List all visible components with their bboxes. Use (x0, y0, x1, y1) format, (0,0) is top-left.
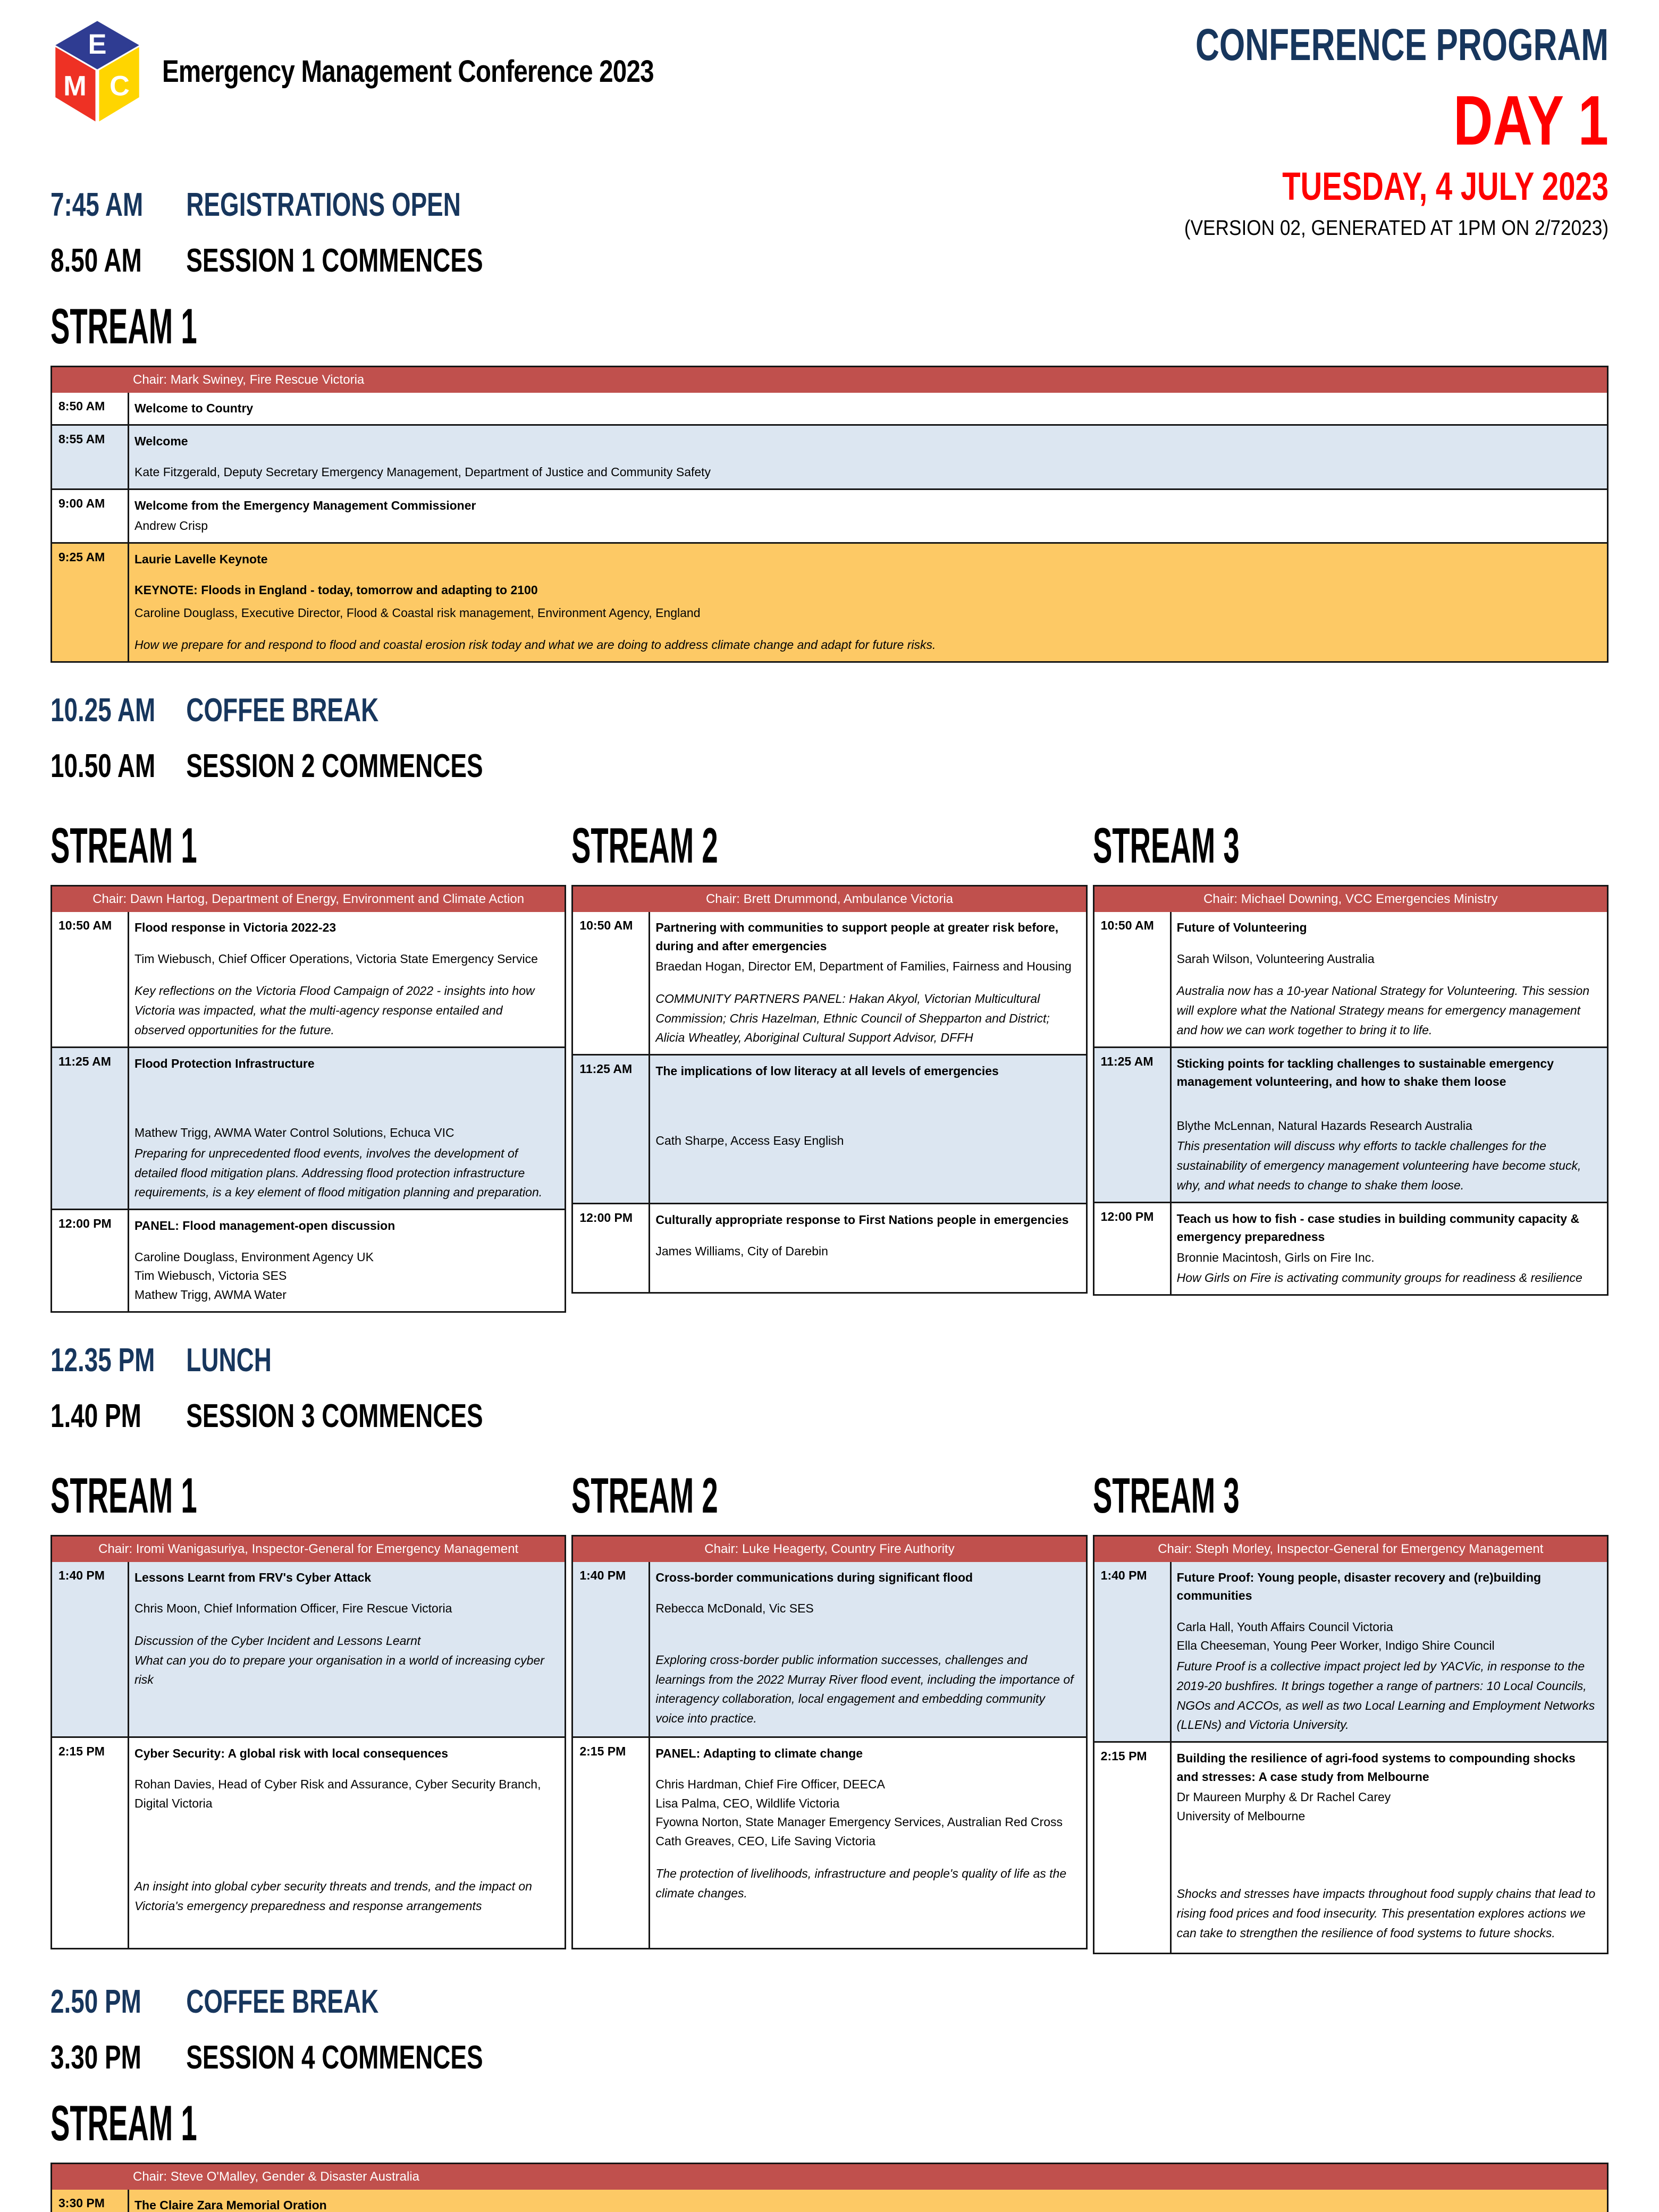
row-time: 2:15 PM (58, 1744, 105, 1758)
session1-table (50, 366, 1609, 663)
row-time: 1:40 PM (579, 1568, 626, 1582)
session-title: PANEL: Flood management-open discussion (134, 1219, 395, 1233)
timeline-label: REGISTRATIONS OPEN (186, 187, 461, 223)
row-content (128, 1562, 565, 1736)
session-speaker: Tim Wiebusch, Victoria SES (134, 1269, 287, 1283)
session-speaker: Sarah Wilson, Volunteering Australia (1176, 951, 1375, 966)
session3-tables (50, 1535, 1609, 1954)
row-time: 2:15 PM (1100, 1749, 1147, 1763)
session-row (573, 1203, 1085, 1292)
timeline-label: LUNCH (186, 1341, 272, 1379)
chair-row: Chair: Michael Downing, VCC Emergencies Ministry (1094, 887, 1607, 912)
row-content (128, 1210, 565, 1311)
row-time: 12:00 PM (58, 1217, 112, 1231)
session-speaker: Blythe McLennan, Natural Hazards Research Australia (1176, 1118, 1472, 1133)
session-title: Welcome to Country (134, 401, 254, 415)
timeline-session1 (50, 242, 1203, 280)
row-time: 3:30 PM (58, 2196, 105, 2210)
row-content (128, 393, 1607, 424)
timeline-label: SESSION 4 COMMENCES (186, 2039, 483, 2076)
session3-stream2-table (571, 1535, 1087, 1949)
session2-stream2-table (571, 885, 1087, 1294)
timeline-time: 7:45 AM (50, 187, 144, 223)
session-title: Flood Protection Infrastructure (134, 1056, 315, 1070)
session-abstract: An insight into global cyber security threats and trends, and the impact on Victoria's emergency preparedness and response arrangements (134, 1879, 532, 1913)
timeline-label: SESSION 2 COMMENCES (186, 748, 483, 785)
row-time: 9:00 AM (58, 496, 105, 510)
session3-stream1-table (50, 1535, 566, 1949)
stream-heading-session4: STREAM 1 (50, 2095, 197, 2151)
session-speaker: Braedan Hogan, Director EM, Department of Families, Fairness and Housing (655, 959, 1072, 974)
session-row (1094, 912, 1607, 1046)
row-time: 1:40 PM (1100, 1568, 1147, 1582)
row-content (1170, 912, 1607, 1046)
session-subtitle: KEYNOTE: Floods in England - today, tomorrow and adapting to 2100 (134, 583, 538, 597)
row-time: 10:50 AM (1100, 918, 1154, 933)
timeline-time: 3.30 PM (50, 2039, 141, 2076)
session-title: The implications of low literacy at all levels of emergencies (655, 1064, 999, 1078)
row-content (128, 2190, 1607, 2212)
session-abstract: The protection of livelihoods, infrastructure and people's quality of life as the climate changes. (655, 1866, 1067, 1900)
session2-stream1-table (50, 885, 566, 1312)
session-title: Partnering with communities to support people at greater risk before, during and after emergencies (655, 921, 1059, 953)
stream-heading-1: STREAM 1 (50, 817, 197, 874)
session-speaker: University of Melbourne (1176, 1809, 1306, 1823)
session-abstract: How we prepare for and respond to flood and coastal erosion risk today and what we are doing to address climate change and adapt for future risks. (134, 638, 936, 652)
session-speaker: Rebecca McDonald, Vic SES (655, 1601, 814, 1616)
session-title: Building the resilience of agri-food systems to compounding shocks and stresses: A case study from Melbourne (1176, 1751, 1576, 1784)
row-time: 2:15 PM (579, 1744, 626, 1758)
session-abstract: Shocks and stresses have impacts throughout food supply chains that lead to rising food prices and food insecurity. This presentation explores actions we can take to strengthen the resilience of food systems to future shocks. (1176, 1887, 1596, 1940)
row-time: 10:50 AM (579, 918, 633, 933)
svg-text:E: E (88, 28, 107, 60)
session-abstract: Preparing for unprecedented flood events, involves the development of detailed flood mitigation plans. Addressing flood protection infrastructure requirements, is a key element of flood mitigation planning and preparation. (134, 1146, 543, 1200)
chair-row: Chair: Brett Drummond, Ambulance Victoria (573, 887, 1085, 912)
svg-text:M: M (63, 70, 87, 102)
timeline-time: 10.50 AM (50, 748, 156, 785)
session-row (52, 1209, 565, 1311)
chair-row: Chair: Steve O'Malley, Gender & Disaster Australia (52, 2164, 1607, 2190)
session-title: Cross-border communications during significant flood (655, 1570, 973, 1584)
row-time: 1:40 PM (58, 1568, 105, 1582)
timeline-session3 (50, 1397, 1203, 1435)
version-note: (VERSION 02, GENERATED AT 1PM ON 2/72023) (1184, 216, 1609, 240)
timeline-registrations (50, 186, 1203, 224)
timeline-label: SESSION 3 COMMENCES (186, 1397, 483, 1434)
row-content (128, 490, 1607, 542)
session-abstract: Discussion of the Cyber Incident and Lessons Learnt (134, 1633, 421, 1648)
row-time: 11:25 AM (1100, 1054, 1153, 1068)
row-time: 10:50 AM (58, 918, 112, 933)
session-title: Teach us how to fish - case studies in building community capacity & emergency preparedness (1176, 1211, 1580, 1244)
row-time: 8:50 AM (58, 399, 105, 413)
session-row (1094, 1202, 1607, 1294)
row-content (649, 1204, 1085, 1292)
session-abstract: Key reflections on the Victoria Flood Campaign of 2022 - insights into how Victoria was impacted, what the multi-agency response entailed and observed opportunities for the future. (134, 984, 535, 1037)
session-title: Future of Volunteering (1176, 921, 1307, 935)
session-speaker: Chris Moon, Chief Information Officer, Fire Rescue Victoria (134, 1601, 452, 1616)
timeline-time: 8.50 AM (50, 242, 142, 279)
row-content (649, 1056, 1085, 1203)
date-title: TUESDAY, 4 JULY 2023 (1282, 164, 1609, 208)
row-content (128, 426, 1607, 488)
session-speaker: Cath Greaves, CEO, Life Saving Victoria (655, 1834, 876, 1848)
session-title: Welcome (134, 434, 188, 448)
session-speaker: Dr Maureen Murphy & Dr Rachel Carey (1176, 1790, 1391, 1804)
day-title: DAY 1 (1453, 81, 1609, 159)
timeline-label: COFFEE BREAK (186, 1983, 379, 2021)
row-content (649, 1738, 1085, 1948)
session3-stream3-table (1093, 1535, 1609, 1954)
emc-cube-logo (50, 19, 144, 123)
session-speaker: Lisa Palma, CEO, Wildlife Victoria (655, 1796, 840, 1810)
session4-table (50, 2163, 1609, 2212)
session-title: PANEL: Adapting to climate change (655, 1746, 863, 1760)
session-row (1094, 1741, 1607, 1953)
session-row (1094, 1046, 1607, 1202)
row-content (1170, 1562, 1607, 1741)
row-content (128, 544, 1607, 661)
row-content (128, 1048, 565, 1209)
session-speaker: Kate Fitzgerald, Deputy Secretary Emergency Management, Department of Justice and Community Safety (134, 465, 711, 479)
timeline-time: 12.35 PM (50, 1341, 155, 1379)
session-speaker: Mathew Trigg, AWMA Water (134, 1288, 287, 1302)
session2-stream3-table (1093, 885, 1609, 1296)
timeline-coffee-break-2 (50, 1983, 1203, 2021)
timeline-time: 2.50 PM (50, 1983, 141, 2021)
session-abstract: Australia now has a 10-year National Strategy for Volunteering. This session will explore what the National Strategy means for emergency management and how we can work together to bring it to life. (1176, 984, 1590, 1037)
session-row (573, 1562, 1085, 1736)
session3-stream-headings (50, 1453, 1609, 1535)
row-content (128, 1738, 565, 1948)
stream-heading-2: STREAM 2 (571, 817, 718, 874)
row-time: 8:55 AM (58, 432, 105, 446)
session-speaker: Carla Hall, Youth Affairs Council Victoria (1176, 1619, 1393, 1634)
timeline-coffee-break-1 (50, 691, 1203, 729)
session-speaker: Caroline Douglass, Environment Agency UK (134, 1249, 374, 1264)
session2-stream-headings (50, 803, 1609, 885)
stream-heading-3: STREAM 3 (1092, 1467, 1240, 1523)
session-speaker: Tim Wiebusch, Chief Officer Operations, Victoria State Emergency Service (134, 951, 538, 966)
session-row (52, 1046, 565, 1209)
session-row (573, 1054, 1085, 1203)
session-abstract: What can you do to prepare your organisation in a world of increasing cyber risk (134, 1653, 544, 1687)
session-title: Future Proof: Young people, disaster recovery and (re)building communities (1176, 1570, 1542, 1603)
session-speaker: Rohan Davies, Head of Cyber Risk and Assurance, Cyber Security Branch, Digital Victoria (134, 1777, 541, 1810)
timeline-lunch (50, 1341, 1203, 1379)
session-row (52, 1562, 565, 1736)
chair-row: Chair: Dawn Hartog, Department of Energy, Environment and Climate Action (52, 887, 565, 912)
row-time: 11:25 AM (58, 1054, 111, 1068)
timeline-session2 (50, 747, 1203, 785)
session-speaker: Ella Cheeseman, Young Peer Worker, Indigo Shire Council (1176, 1639, 1495, 1653)
session-speaker: Fyowna Norton, State Manager Emergency Services, Australian Red Cross (655, 1815, 1063, 1829)
session-speaker: Chris Hardman, Chief Fire Officer, DEECA (655, 1777, 885, 1792)
session-title: Welcome from the Emergency Management Commissioner (134, 498, 476, 512)
session-title: Lessons Learnt from FRV's Cyber Attack (134, 1570, 372, 1584)
session-row (573, 912, 1085, 1054)
session-row (52, 2190, 1607, 2212)
row-time: 11:25 AM (579, 1062, 633, 1076)
chair-row: Chair: Iromi Wanigasuriya, Inspector-General for Emergency Management (52, 1536, 565, 1562)
program-title: CONFERENCE PROGRAM (1195, 20, 1609, 70)
session-title: Cyber Security: A global risk with local consequences (134, 1746, 449, 1760)
stream-heading-session1: STREAM 1 (50, 298, 197, 354)
timeline-session4 (50, 2039, 1203, 2076)
row-time: 12:00 PM (579, 1211, 633, 1225)
chair-row: Chair: Luke Heagerty, Country Fire Authority (573, 1536, 1085, 1562)
session-speaker: Mathew Trigg, AWMA Water Control Solutions, Echuca VIC (134, 1126, 454, 1140)
session-title: Laurie Lavelle Keynote (134, 552, 268, 566)
session-row (52, 424, 1607, 488)
timeline-label: SESSION 1 COMMENCES (186, 242, 483, 279)
stream-heading-1: STREAM 1 (50, 1467, 197, 1523)
stream-heading-2: STREAM 2 (571, 1467, 718, 1523)
session-row (52, 1736, 565, 1948)
session-abstract: COMMUNITY PARTNERS PANEL: Hakan Akyol, Victorian Multicultural Commission; Chris Hazelman, Ethnic Council of Shepparton and District; Alicia Wheatley, Aboriginal Cultural Support Advisor, DFFH (655, 991, 1050, 1045)
stream-heading-3: STREAM 3 (1092, 817, 1240, 874)
session-abstract: Future Proof is a collective impact project led by YACVic, in response to the 2019-20 bushfires. It brings together a range of partners: 10 Local Councils, NGOs and ACCOs, as well as two Local Learning and Employment Networks (LLENs) and Victoria University. (1176, 1659, 1595, 1732)
timeline-time: 10.25 AM (50, 692, 156, 729)
svg-text:C: C (110, 70, 130, 102)
chair-row: Chair: Steph Morley, Inspector-General for Emergency Management (1094, 1536, 1607, 1562)
row-content (649, 912, 1085, 1054)
chair-row: Chair: Mark Swiney, Fire Rescue Victoria (52, 367, 1607, 393)
session-speaker: Cath Sharpe, Access Easy English (655, 1133, 844, 1147)
session-abstract: This presentation will discuss why efforts to tackle challenges for the sustainability of emergency management volunteering have become stuck, why, and what needs to change to shake them loose. (1176, 1139, 1581, 1192)
row-time: 9:25 AM (58, 550, 105, 564)
row-content (1170, 1048, 1607, 1202)
session-row (573, 1736, 1085, 1948)
timeline-label: COFFEE BREAK (186, 692, 379, 729)
session-row (52, 912, 565, 1046)
row-content (1170, 1743, 1607, 1953)
session-title: The Claire Zara Memorial Oration (134, 2198, 327, 2212)
row-content (128, 912, 565, 1046)
session2-tables (50, 885, 1609, 1312)
session-title: Flood response in Victoria 2022-23 (134, 921, 336, 935)
session-speaker: Caroline Douglass, Executive Director, Flood & Coastal risk management, Environment Agency, England (134, 605, 701, 620)
row-time: 12:00 PM (1100, 1209, 1154, 1223)
session-abstract: Exploring cross-border public information successes, challenges and learnings from the 2022 Murray River flood event, including the importance of interagency collaboration, local engagement and embedding community voice into practice. (655, 1652, 1074, 1726)
session-speaker: James Williams, City of Darebin (655, 1244, 828, 1258)
row-content (1170, 1203, 1607, 1294)
session-row (52, 542, 1607, 661)
session-abstract: How Girls on Fire is activating community groups for readiness & resilience (1176, 1271, 1582, 1285)
session-title: Sticking points for tackling challenges to sustainable emergency management volunteering, and how to shake them loose (1176, 1056, 1554, 1089)
session-row (52, 488, 1607, 542)
row-content (649, 1562, 1085, 1736)
session-title: Culturally appropriate response to First Nations people in emergencies (655, 1213, 1069, 1227)
timeline-time: 1.40 PM (50, 1397, 141, 1434)
conference-title: Emergency Management Conference 2023 (162, 54, 654, 89)
session-speaker: Andrew Crisp (134, 519, 208, 533)
session-speaker: Bronnie Macintosh, Girls on Fire Inc. (1176, 1250, 1375, 1264)
session-row (1094, 1562, 1607, 1741)
session-row (52, 393, 1607, 424)
